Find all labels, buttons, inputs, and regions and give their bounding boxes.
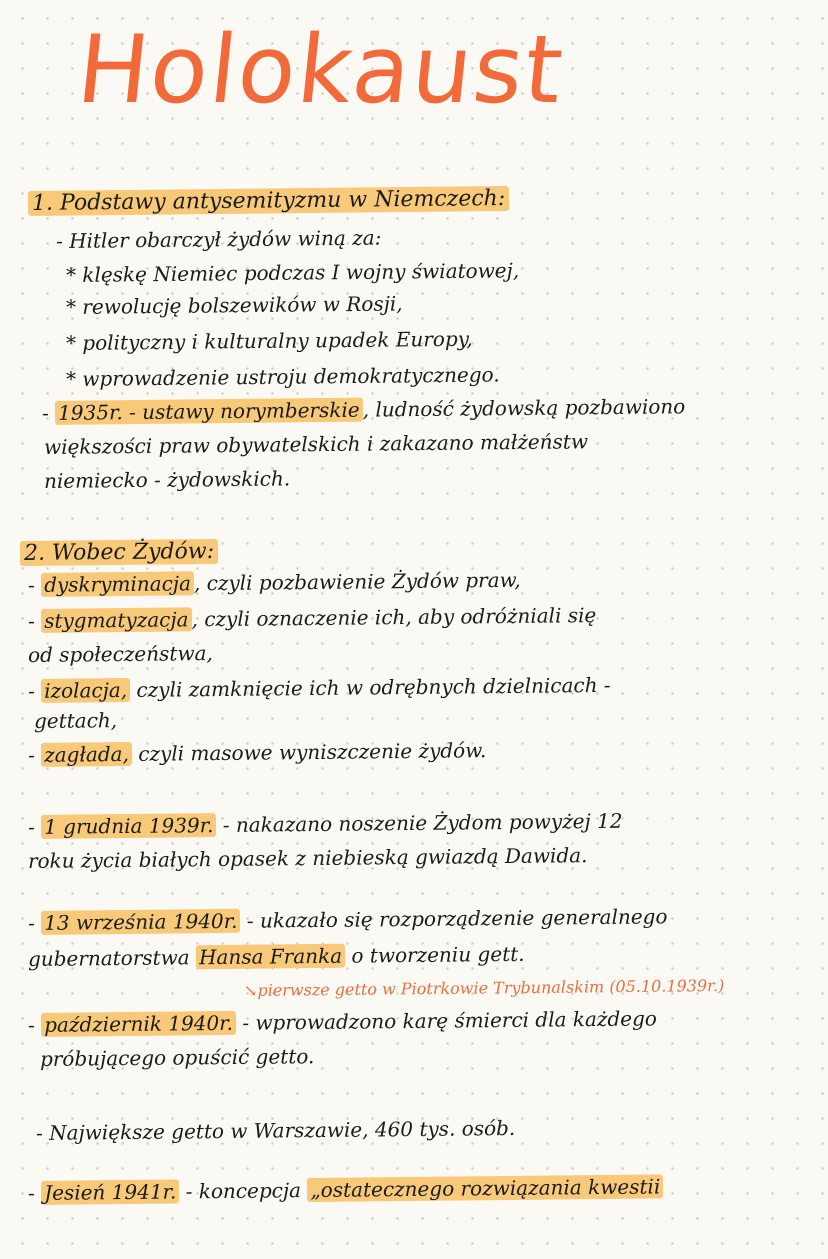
- text-line: [28, 737, 487, 768]
- text-line: gettach,: [33, 708, 118, 733]
- highlight: zagłada,: [41, 742, 132, 767]
- line-rest: - nakazano noszenie Żydom powyżej 12: [216, 808, 623, 838]
- text-line: roku życia białych opasek z niebieską gwiazdą Dawida.: [27, 843, 588, 873]
- section-heading-1: [28, 185, 509, 217]
- line-prefix: -: [27, 1180, 42, 1205]
- page-title: Holokaust: [72, 16, 570, 125]
- text-line: od społeczeństwa,: [27, 641, 213, 667]
- highlight: październik 1940r.: [41, 1011, 236, 1037]
- line-prefix: -: [27, 814, 42, 839]
- line-prefix: -: [27, 608, 42, 633]
- highlight: izolacja,: [41, 678, 130, 703]
- text-line: większości praw obywatelskich i zakazano małżeństw: [43, 429, 589, 459]
- line-rest: , czyli pozbawienie Żydów praw,: [193, 567, 521, 596]
- highlight: Jesień 1941r.: [41, 1179, 179, 1204]
- text-line: [28, 567, 521, 598]
- text-line: [28, 903, 668, 936]
- highlight: 1. Podstawy antysemityzmu w Niemczech:: [28, 186, 509, 216]
- line-rest: , czyli oznaczenie ich, aby odróżniali się: [191, 603, 597, 632]
- text-line: * klęskę Niemiec podczas I wojny światowej,: [65, 258, 520, 287]
- text-line: [28, 602, 597, 634]
- line-prefix: -: [27, 910, 42, 935]
- line-rest: czyli zamknięcie ich w odrębnych dzielnicach -: [129, 672, 611, 702]
- text-line: [28, 941, 525, 972]
- line-prefix: -: [27, 742, 42, 767]
- text-line: [28, 1005, 657, 1038]
- line-prefix: gubernatorstwa: [27, 945, 197, 971]
- line-prefix: -: [27, 678, 42, 703]
- highlight: dyskryminacja: [41, 571, 194, 597]
- line-rest: - ukazało się rozporządzenie generalnego: [240, 904, 668, 933]
- highlight: stygmatyzacja: [41, 607, 192, 633]
- highlight: „ostatecznego rozwiązania kwestii: [307, 1174, 663, 1202]
- line-prefix: -: [41, 400, 56, 425]
- highlight: 1 grudnia 1939r.: [41, 813, 217, 839]
- line-rest: - wprowadzono karę śmierci dla każdego: [235, 1006, 658, 1035]
- line-rest: o tworzeniu gett.: [344, 941, 525, 968]
- highlight: 13 września 1940r.: [41, 909, 241, 935]
- highlight: 1935r. - ustawy norymberskie: [55, 398, 363, 425]
- text-line: * polityczny i kulturalny upadek Europy,: [65, 326, 473, 355]
- side-note: ↘pierwsze getto w Piotrkowie Trybunalskim (05.10.1939r.): [243, 975, 725, 1000]
- text-line: [28, 1173, 664, 1206]
- text-line: * rewolucję bolszewików w Rosji,: [65, 291, 403, 319]
- text-line: - Największe getto w Warszawie, 460 tys. osób.: [35, 1115, 516, 1145]
- line-prefix: -: [27, 572, 42, 597]
- highlight: Hansa Franka: [196, 944, 345, 970]
- text-line: niemiecko - żydowskich.: [43, 466, 291, 493]
- line-rest: , ludność żydowską pozbawiono: [362, 394, 686, 422]
- line-rest: - koncepcja: [179, 1178, 308, 1204]
- text-line: [28, 672, 611, 704]
- text-line: * wprowadzenie ustroju demokratycznego.: [65, 362, 500, 391]
- text-line: próbującego opuścić getto.: [39, 1044, 315, 1071]
- text-line: - Hitler obarczył żydów winą za:: [55, 225, 382, 253]
- section-heading-2: [20, 538, 218, 567]
- text-line: [28, 808, 623, 840]
- highlight: 2. Wobec Żydów:: [20, 539, 218, 566]
- line-prefix: -: [27, 1012, 42, 1037]
- text-line: [42, 393, 686, 426]
- line-rest: czyli masowe wyniszczenie żydów.: [131, 738, 487, 766]
